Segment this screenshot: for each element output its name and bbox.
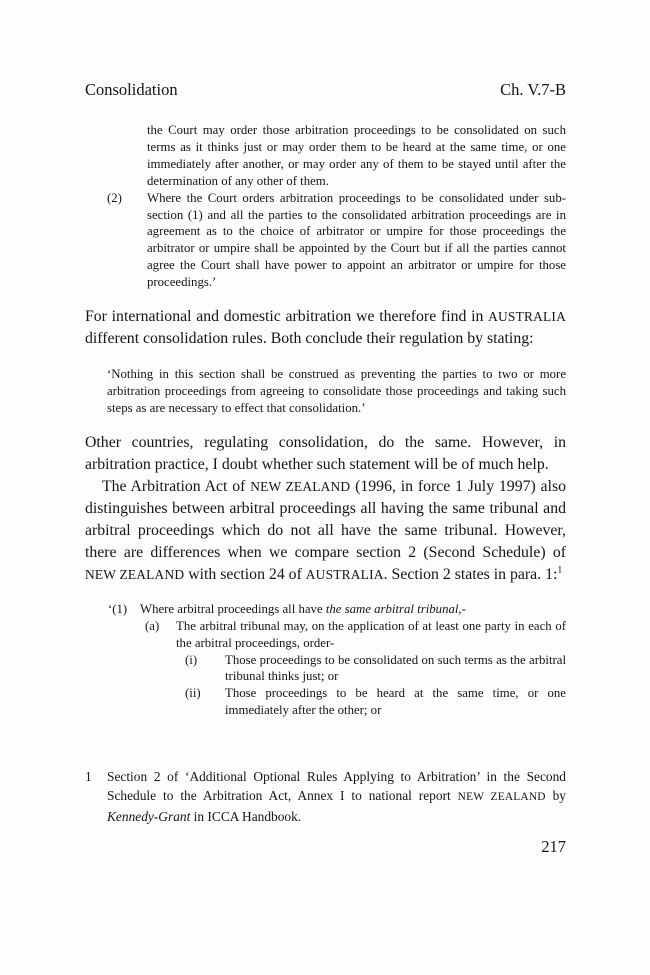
paragraph-new-zealand	[85, 476, 566, 586]
quote-block-statute-australia	[85, 122, 566, 291]
page-header	[85, 80, 566, 100]
quote-block-nothing-in-section	[85, 366, 566, 417]
text-segment: ,-	[458, 601, 466, 616]
quote-item-2	[85, 190, 566, 291]
text-segment: NEW ZEALAND	[457, 791, 546, 804]
quote-item-1-label: ‘(1)	[108, 601, 128, 616]
paragraph-australia-intro	[85, 306, 566, 350]
text-segment: 1	[557, 564, 563, 576]
quote-item-ii-label: (ii)	[185, 686, 201, 701]
text-segment: The Arbitration Act of	[102, 477, 251, 495]
text-segment: (1996, in force 1 July 1997) also distinguishes between arbitral proceedings all having the same tribunal and arbitral proceedings which do not all have the same tribunal. However, there are differences when we compare section 2 (Second Schedule) of	[85, 477, 567, 561]
quote-text: ‘Nothing in this section shall be construed as preventing the parties to two or more arbitration proceedings from agreeing to consolidate those proceedings and taking such steps as are necessary to effect that consolidation.’	[107, 367, 566, 415]
quote-block-section-2	[85, 601, 566, 719]
text-segment: by	[545, 788, 566, 804]
text-segment: AUSTRALIA	[488, 309, 566, 325]
quote-item-ii	[85, 685, 566, 719]
quote-continuation-text: the Court may order those arbitration proceedings to be consolidated on such terms as it thinks just or may order them to be heard at the same time, or one immediately after another, or may order any of them to be stayed until after the determination of any other of them.	[147, 123, 566, 188]
text-segment: NEW ZEALAND	[85, 566, 185, 582]
quote-item-ii-text: Those proceedings to be heard at the same time, or one immediately after the other; or	[225, 686, 566, 718]
text-segment: with section 24 of	[184, 565, 306, 583]
quote-item-a-label: (a)	[145, 618, 160, 633]
text-segment: For international and domestic arbitration we therefore find in	[85, 308, 489, 326]
quote-item-1-text	[140, 601, 566, 618]
text-segment: the same arbitral tribunal	[325, 601, 459, 616]
chapter-reference: Ch. V.7-B	[500, 80, 566, 99]
page-number: 217	[541, 837, 566, 857]
text-segment: Where arbitral proceedings all have	[140, 601, 326, 616]
text-segment: NEW ZEALAND	[250, 478, 351, 494]
text-segment: different consolidation rules. Both conclude their regulation by stating:	[85, 330, 534, 348]
footnote-text	[107, 767, 566, 826]
quote-item-a	[85, 618, 566, 652]
quote-item-1	[85, 601, 566, 618]
paragraph-other-countries: Other countries, regulating consolidation, do the same. However, in arbitration practice, I doubt whether such statement will be of much help.	[85, 433, 566, 473]
quote-item-i-text: Those proceedings to be consolidated on such terms as the arbitral tribunal thinks just; or	[225, 652, 566, 684]
quote-item-2-label: (2)	[107, 190, 122, 205]
quote-item-a-text: The arbitral tribunal may, on the application of at least one party in each of the arbitral proceedings, order-	[176, 618, 566, 650]
running-title: Consolidation	[85, 80, 178, 99]
quote-item-i	[85, 652, 566, 686]
text-segment: Section 2 of ‘Additional Optional Rules Applying to Arbitration’ in the Second Schedule to the Arbitration Act, Annex I to national report	[107, 769, 566, 804]
text-segment: AUSTRALIA	[305, 566, 384, 582]
footnote-marker: 1	[85, 769, 92, 785]
text-segment: Kennedy-Grant	[107, 809, 191, 825]
quote-item-i-label: (i)	[185, 652, 198, 667]
footnote-1	[85, 767, 566, 826]
text-segment: . Section 2 states in para. 1:	[383, 565, 558, 583]
text-segment: in ICCA Handbook.	[190, 809, 302, 825]
quote-item-2-text: Where the Court orders arbitration proceedings to be consolidated under sub-section (1) and all the parties to the consolidated arbitration proceedings are in agreement as to the choice of arbitrator or umpire for those proceedings the arbitrator or umpire shall be appointed by the Court but if all the parties cannot agree the Court shall have power to appoint an arbitrator or umpire for those proceedings.’	[147, 190, 566, 290]
